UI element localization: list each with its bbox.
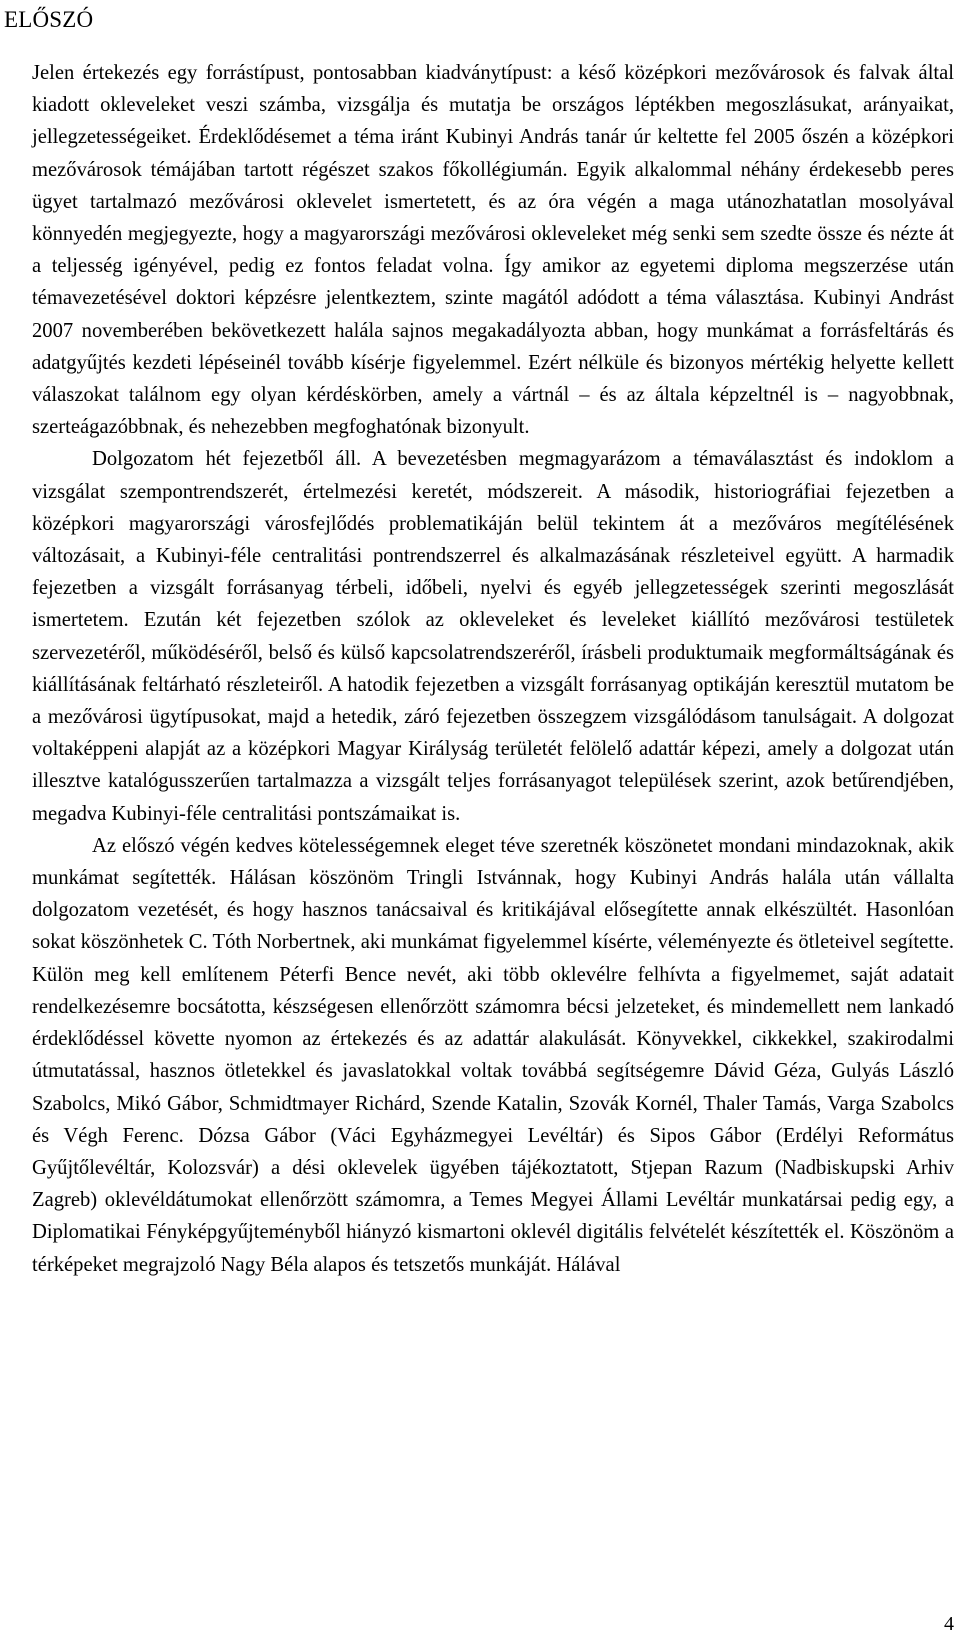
paragraph-acknowledgements: Az előszó végén kedves kötelességemnek eleget téve szeretnék köszönetet mondani mindazoknak, akik munkámat segítették. Hálásan köszönöm Tringli Istvánnak, hogy Kubinyi András halála után vállalta dolgozatom vezetését, és hogy hasznos tanácsaival és kritikájával elősegítette annak elkészültét. Hasonlóan sokat köszönhetek C. Tóth Norbertnek, aki munkámat figyelemmel kísérte, véleményezte és ötleteivel segítette. Külön meg kell említenem Péterfi Bence nevét, aki több oklevélre felhívta a figyelmemet, saját adatait rendelkezésemre bocsátotta, készségesen ellenőrzött számomra bécsi jelzeteket, és mindemellett nem lankadó érdeklődéssel követte nyomon az értekezés és az adattár alakulását. Könyvekkel, cikkekkel, szakirodalmi útmutatással, hasznos ötletekkel és javaslatokkal voltak továbbá segítségemre Dávid Géza, Gulyás László Szabolcs, Mikó Gábor, Schmidtmayer Richárd, Szende Katalin, Szovák Kornél, Thaler Tamás, Varga Szabolcs és Végh Ferenc. Dózsa Gábor (Váci Egyházmegyei Levéltár) és Sipos Gábor (Erdélyi Református Gyűjtőlevéltár, Kolozsvár) a dési oklevelek ügyében tájékoztatott, Stjepan Razum (Nadbiskupski Arhiv Zagreb) oklevéldátumokat ellenőrzött számomra, a Temes Megyei Állami Levéltár munkatársai pedig egy, a Diplomatikai Fényképgyűjteményből hiányzó kismartoni oklevél digitális felvételét készítették el. Köszönöm a térképeket megrajzoló Nagy Béla alapos és tetszetős munkáját. Hálával bbox=[32, 834, 954, 1276]
body-text bbox=[32, 57, 954, 1281]
paragraph-structure: Dolgozatom hét fejezetből áll. A bevezetésben megmagyarázom a témaválasztást és indoklom a vizsgálat szempontrendszerét, értelmezési keretét, módszereit. A második, historiográfiai fejezetben a középkori magyarországi városfejlődés problematikáján belül tekintem át a mezőváros megítélésének változásait, a Kubinyi-féle centralitási pontrendszerrel és alkalmazásának részleteivel együtt. A harmadik fejezetben a vizsgált forrásanyag térbeli, időbeli, nyelvi és egyéb jellegzetességek szerinti megoszlását ismertetem. Ezután két fejezetben szólok az okleveleket és leveleket kiállító mezővárosi testületek szervezetéről, működéséről, belső és külső kapcsolatrendszeréről, írásbeli produktumaik megformáltságának és kiállításának feltárható részleteiről. A hatodik fejezetben a vizsgált forrásanyag optikáján keresztül mutatom be a mezővárosi ügytípusokat, majd a hetedik, záró fejezetben összegzem vizsgálódásom tanulságait. A dolgozat voltaképpeni alapját az a középkori Magyar Királyság területét felölelő adattár képezi, amely a dolgozat után illesztve katalógusszerűen tartalmazza a vizsgált teljes forrásanyagot települések szerint, azok betűrendjében, megadva Kubinyi-féle centralitási pontszámaikat is. bbox=[32, 448, 954, 825]
page-title: ELŐSZÓ bbox=[4, 7, 94, 32]
paragraph-introduction: Jelen értekezés egy forrástípust, pontosabban kiadványtípust: a késő középkori mezővárosok és falvak által kiadott okleveleket veszi számba, vizsgálja és mutatja be országos léptékben megoszlásukat, arányaikat, jellegzetességeiket. Érdeklődésemet a téma iránt Kubinyi András tanár úr keltette fel 2005 őszén a középkori mezővárosok témájában tartott régészet szakos főkollégiumán. Egyik alkalommal néhány érdekesebb peres ügyet tartalmazó mezővárosi oklevelet ismertetett, és az óra végén a maga utánozhatatlan mosolyával könnyedén megjegyezte, hogy a magyarországi mezővárosi okleveleket még senki sem szedte össze és nézte át a teljesség igényével, pedig ez fontos feladat volna. Így amikor az egyetemi diploma megszerzése után témavezetésével doktori képzésre jelentkeztem, szinte magától adódott a téma választása. Kubinyi Andrást 2007 novemberében bekövetkezett halála sajnos megakadályozta abban, hogy munkámat a forrásfeltárás és adatgyűjtés kezdeti lépéseinél tovább kísérje figyelemmel. Ezért nélküle és bizonyos mértékig helyette kellett válaszokat találnom egy olyan kérdéskörben, amely a vártnál – és az általa képzeltnél is – nagyobbnak, szerteágazóbbnak, és nehezebben megfoghatónak bizonyult. bbox=[32, 62, 954, 439]
page-number: 4 bbox=[944, 1613, 954, 1635]
